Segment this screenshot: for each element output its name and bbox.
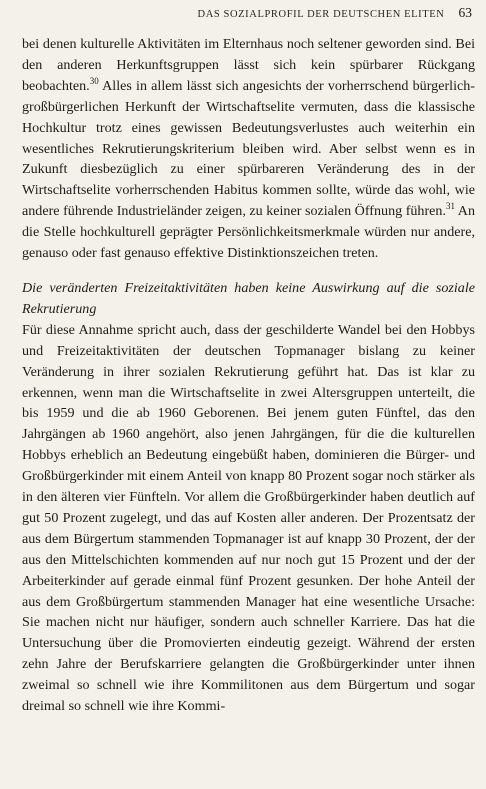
paragraph-1-text-c: An die Stelle hochkulturell geprägter Persönlichkeitsmerkmale würden nur andere, genauso oder fast genauso effektive Distinktionszeichen treten. xyxy=(22,203,475,262)
section-spacer xyxy=(22,264,475,278)
body-paragraph-2: Für diese Annahme spricht auch, dass der geschilderte Wandel bei den Hobbys und Freizeitaktivitäten der deutschen Topmanager bislang zu keiner Veränderung in ihrer sozialen Rekrutierung geführt hat. Das ist klar zu erkennen, wenn man die Wirtschaftselite in zwei Altersgruppen unterteilt, die bis 1959 und die ab 1960 Geborenen. Bei jenem guten Fünftel, das den Jahrgängen ab 1960 angehört, also jenen Jahrgängen, für die die kulturellen Hobbys erheblich an Bedeutung eingebüßt haben, dominieren die Bürger- und Großbürgerkinder mit einem Anteil von knapp 80 Prozent sogar noch stärker als in den älteren vier Fünfteln. Vor allem die Großbürgerkinder haben deutlich auf gut 50 Prozent zugelegt, und das auf Kosten aller anderen. Der Prozentsatz der aus dem Bürgertum stammenden Topmanager ist auf knapp 30 Prozent, der der aus den Mittelschichten kommenden auf nur noch gut 15 Prozent und der der Arbeiterkinder auf gerade einmal fünf Prozent gesunken. Der hohe Anteil der aus dem Großbürgertum stammenden Manager hat eine wesentliche Ursache: Sie machen nicht nur häufiger, sondern auch schneller Karriere. Das hat die Untersuchung über die Promovierten eindeutig gezeigt. Während der ersten zehn Jahre der Berufskarriere gelangten die Großbürgerkinder unter ihnen zweimal so schnell wie ihre Kommilitonen aus dem Bürgertum und sogar dreimal so schnell wie ihre Kommi- xyxy=(22,321,475,715)
running-title: DAS SOZIALPROFIL DER DEUTSCHEN ELITEN xyxy=(197,9,445,20)
body-paragraph-1 xyxy=(22,34,475,264)
running-header xyxy=(20,5,472,23)
footnote-ref-31[interactable]: 31 xyxy=(446,201,456,212)
section-heading: Die veränderten Freizeitaktivitäten haben keine Auswirkung auf die soziale Rekrutierung xyxy=(22,279,475,317)
footnote-ref-30[interactable]: 30 xyxy=(89,75,99,86)
paragraph-1-text-b: Alles in allem lässt sich angesichts der vorherrschend bürgerlich-großbürgerlichen Herkunft der Wirtschaftselite vermuten, dass die klassische Hochkultur trotz eines gewissen Bedeutungsverlustes auch weiterhin ein wesentliches Rekrutierungskriterium bleiben wird. Aber selbst wenn es in Zukunft diesbezüglich zu einer spürbareren Veränderung des in der Wirtschaftselite vorherrschenden Habitus kommen sollte, würde das wohl, wie andere führende Industrieländer zeigen, zu keiner sozialen Öffnung führen. xyxy=(22,77,475,220)
page-body xyxy=(22,34,475,717)
paragraph-1-text-a: bei denen kulturelle Aktivitäten im Elternhaus noch seltener geworden sind. Bei den anderen Herkunftsgruppen lässt sich kein spürbarer Rückgang beobachten. xyxy=(22,36,475,94)
page-number: 63 xyxy=(458,5,472,20)
